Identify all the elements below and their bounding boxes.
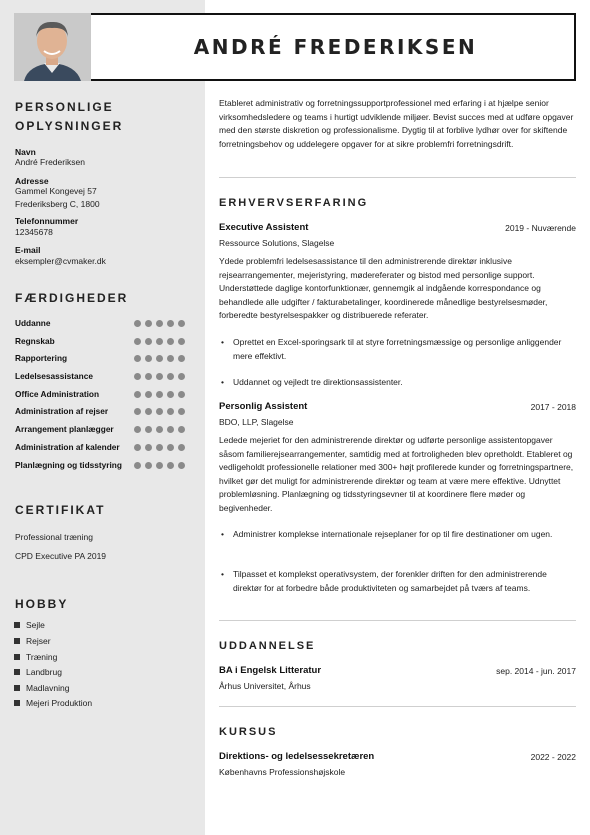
phone-value: 12345678: [15, 227, 53, 237]
address-label: Adresse: [15, 176, 49, 186]
address-line1: Gammel Kongevej 57: [15, 186, 97, 196]
personal-info-title: PERSONLIGE OPLYSNINGER: [15, 100, 124, 133]
skill-level: [134, 444, 185, 451]
hobby-label: Rejser: [26, 636, 51, 646]
job-company: BDO, LLP, Slagelse: [219, 417, 294, 427]
skill-level: [134, 338, 185, 345]
degree-title: BA i Engelsk Litteratur: [219, 665, 322, 676]
skill-row: [15, 369, 185, 383]
job-bullet: • Administrer komplekse internationale rejseplaner for op til fire destinationer om ugen.: [233, 528, 568, 542]
phone-label: Telefonnummer: [15, 216, 79, 226]
job-date: 2019 - Nuværende: [505, 223, 576, 233]
email-value[interactable]: eksempler@cvmaker.dk: [15, 256, 106, 266]
name-value: André Frederiksen: [15, 157, 85, 167]
skill-name: Regnskab: [15, 336, 55, 346]
certificates-title: CERTIFIKAT: [15, 503, 106, 517]
divider: [219, 706, 576, 707]
name-label: Navn: [15, 147, 36, 157]
skill-row: [15, 316, 185, 330]
skill-level: [134, 426, 185, 433]
job-bullet: • Tilpasset et komplekst operativsystem, der forenkler driften for den administrerende direktør for at forbedre både produktiviteten og samarbejdet på tværs af teams.: [233, 568, 568, 595]
hobby-label: Madlavning: [26, 683, 70, 693]
skill-row: [15, 422, 185, 436]
course-school: Københavns Professionshøjskole: [219, 767, 346, 777]
skill-level: [134, 373, 185, 380]
skill-row: [15, 351, 185, 365]
skill-row: [15, 334, 185, 348]
skill-level: [134, 391, 185, 398]
skill-name: Planlægning og tidsstyring: [15, 460, 122, 470]
email-label: E-mail: [15, 245, 41, 255]
course-name: Direktions- og ledelsessekretæren: [219, 751, 375, 762]
job-company: Ressource Solutions, Slagelse: [219, 238, 335, 248]
hobby-label: Landbrug: [26, 667, 62, 677]
candidate-name: ANDRÉ FREDERIKSEN: [193, 35, 478, 59]
hobby-item: [14, 636, 51, 646]
education-title: UDDANNELSE: [219, 640, 316, 652]
job-date: 2017 - 2018: [530, 402, 576, 412]
hobby-label: Træning: [26, 652, 58, 662]
job-description: Ledede mejeriet for den administrerende direktør og udførte personlige assistentopgaver såsom familierejsearrangementer, samtidig med at fortroligheden blev opretholdt. Etableret og vedligeholdt professionelle relationer med 300+ højt profilerede kunder og forretningspartnere, hvilket gør det muligt for administrerende direktør og team at være mere effektive. Udnyttet problemløsning. Planlægning og tidsstyringsevner til at koordinere flere møder og begivenheder.: [219, 435, 574, 513]
skill-name: Ledelsesassistance: [15, 371, 93, 381]
skill-level: [134, 355, 185, 362]
education-date: sep. 2014 - jun. 2017: [496, 666, 576, 676]
hobby-label: Sejle: [26, 620, 45, 630]
job-bullet: • Uddannet og vejledt tre direktionsassistenter.: [233, 376, 568, 390]
job-bullet: • Oprettet en Excel-sporingsark til at styre forretningsmæssige og personlige anliggender mere effektivt.: [233, 336, 568, 363]
experience-title: ERHVERVSERFARING: [219, 197, 369, 209]
skill-row: [15, 404, 185, 418]
skill-level: [134, 408, 185, 415]
skill-name: Administration af rejser: [15, 406, 109, 416]
job-title: Executive Assistent: [219, 222, 309, 233]
course-date: 2022 - 2022: [530, 752, 576, 762]
divider: [219, 177, 576, 178]
education-school: Århus Universitet, Århus: [219, 681, 311, 691]
hobby-item: [14, 698, 92, 708]
hobby-label: Mejeri Produktion: [26, 698, 93, 708]
summary-text: Etableret administrativ og forretningssupportprofessionel med erfaring i at hjælpe senior virksomhedsledere og teams i hurtigt udviklende miljøer. Bevist succes med at udføre opgaver med den største diskretion og professionalisme. Dygtig til at forblive lydhør over for skiftende forretningsbehov og uddelegere opgaver for at sikre problemfri forretningsdrift.: [219, 98, 574, 149]
hobby-item: [14, 652, 57, 662]
skill-level: [134, 462, 185, 469]
hobby-item: [14, 620, 45, 630]
skill-row: [15, 458, 185, 472]
skill-name: Arrangement planlægger: [15, 424, 114, 434]
hobby-title: HOBBY: [15, 597, 69, 611]
skills-title: FÆRDIGHEDER: [15, 291, 129, 305]
job-title: Personlig Assistent: [219, 401, 308, 412]
address-line2: Frederiksberg C, 1800: [15, 199, 100, 209]
skill-name: Office Administration: [15, 389, 100, 399]
hobby-item: [14, 683, 69, 693]
certificate-item: CPD Executive PA 2019: [15, 551, 107, 561]
divider: [219, 620, 576, 621]
skill-level: [134, 320, 185, 327]
skill-name: Administration af kalender: [15, 442, 120, 452]
skill-row: [15, 440, 185, 454]
hobby-item: [14, 667, 62, 677]
certificate-item: Professional træning: [15, 532, 93, 542]
skill-name: Uddanne: [15, 318, 51, 328]
courses-title: KURSUS: [219, 726, 278, 738]
skill-name: Rapportering: [15, 353, 68, 363]
skill-row: [15, 387, 185, 401]
job-description: Ydede problemfri ledelsesassistance til den administrerende direktør inklusive rejsearrangementer, mejeristyring, mødereferater og bistod med personlige support. Understøttede daglige kontorfunktionær, gennemgik al indgående korrespondance og behandlede alle udgifter / fakturabetalinger, koordinerede månedlige bestyrelsesmøder, forberedte bestyrelsespakker og distribuerede referater.: [219, 256, 548, 320]
profile-photo: [14, 13, 91, 81]
